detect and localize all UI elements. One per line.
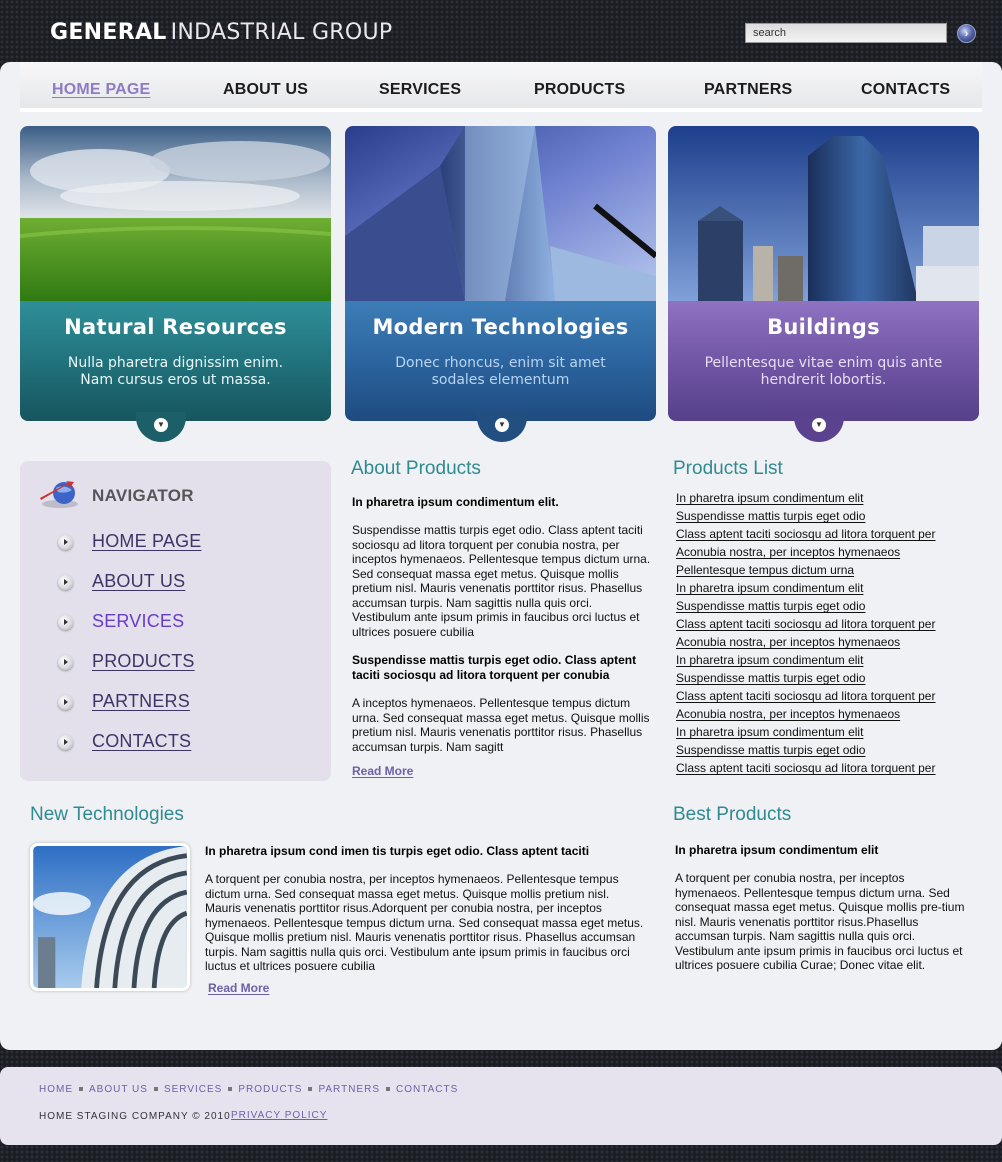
products-list-link[interactable]: Suspendisse mattis turpis eget odio	[676, 509, 866, 523]
tech-building-image	[30, 843, 190, 991]
copyright-year: 2010	[204, 1111, 231, 1122]
footer-link-services[interactable]: SERVICES	[163, 1084, 223, 1095]
chevron-down-icon: ▼	[154, 418, 168, 432]
footer	[0, 1067, 1002, 1145]
products-list-link[interactable]: In pharetra ipsum condimentum elit	[676, 653, 864, 667]
copyright	[39, 1111, 231, 1122]
skyscraper-image	[345, 126, 656, 301]
new-technologies-text: A torquent per conubia nostra, per inceptos hymenaeos. Pellentesque tempus dictum urna. Sed consequat massa eget metus. Quisque mollis pretium nisl. Mauris venenatis porttitor risus.Adorquent per conubia nostra, per inceptos hymenaeos. Pellentesque tempus dictum urna. Sed consequat massa eget metus. Quisque mollis pretium nisl. Mauris venenatis porttitor risus. Phasellus accumsan turpis. Nam sagittis nulla quis orci. Vestibulum ante ipsum primis in faucibus orci luctus et ultrices posuere cubilia	[205, 872, 644, 973]
navigator-label[interactable]: PARTNERS	[92, 691, 190, 711]
card-text: Pellentesque vitae enim quis ante hendrerit lobortis.	[704, 355, 943, 388]
card-text: Nulla pharetra dignissim enim. Nam cursus eros ut massa.	[67, 355, 284, 388]
about-products-paragraph-2: A inceptos hymenaeos. Pellentesque tempus dictum urna. Sed consequat massa eget metus. Quisque mollis pretium nisl. Mauris venenatis porttitor risus. Phasellus accumsan turpis. Nam sagitt	[352, 696, 650, 754]
footer-links	[39, 1084, 458, 1095]
copyright-company: HOME STAGING COMPANY	[39, 1111, 189, 1122]
new-technologies-read-more-link[interactable]: Read More	[208, 981, 270, 995]
arrow-bullet-icon	[58, 735, 73, 750]
navigator-label[interactable]: CONTACTS	[92, 731, 192, 751]
arrow-bullet-icon	[58, 695, 73, 710]
products-list-link[interactable]: Suspendisse mattis turpis eget odio	[676, 743, 866, 757]
nav-home-page[interactable]: HOME PAGE	[52, 81, 151, 98]
search-button[interactable]	[957, 24, 976, 43]
footer-link-partners[interactable]: PARTNERS	[318, 1084, 380, 1095]
nav-about-us[interactable]: ABOUT US	[223, 81, 309, 98]
card-title: Buildings	[767, 315, 880, 339]
card-expand-tab[interactable]	[136, 412, 186, 442]
new-technologies-bold: In pharetra ipsum cond imen tis turpis eget odio. Class aptent taciti	[205, 844, 590, 858]
city-buildings-image	[668, 126, 979, 301]
best-products-bold: In pharetra ipsum condimentum elit	[675, 843, 879, 857]
footer-separator	[386, 1087, 390, 1091]
navigator-label[interactable]: ABOUT US	[92, 571, 186, 591]
nav-products[interactable]: PRODUCTS	[534, 81, 626, 98]
privacy-policy-link[interactable]: PRIVACY POLICY	[231, 1110, 328, 1121]
feature-card-modern-technologies[interactable]	[345, 126, 656, 421]
arrow-bullet-icon	[58, 655, 73, 670]
globe-arrow-icon	[38, 478, 80, 510]
products-list	[676, 491, 976, 779]
nav-partners[interactable]: PARTNERS	[704, 81, 793, 98]
best-products-title: Best Products	[673, 804, 792, 825]
feature-card-buildings[interactable]	[668, 126, 979, 421]
navigator-title: NAVIGATOR	[92, 486, 194, 505]
logo-light-text: INDASTRIAL GROUP	[170, 20, 393, 45]
header	[0, 0, 1002, 62]
about-products-paragraph-1: Suspendisse mattis turpis eget odio. Class aptent taciti sociosqu ad litora torquent per conubia nostra, per inceptos hymenaeos. Pellentesque tempus dictum urna. Sed consequat massa eget metus. Quisque mollis pretium nisl. Mauris venenatis porttitor risus. Phasellus accumsan turpis. Nam sagittis nulla quis orci. Vestibulum ante ipsum primis in faucibus orci luctus et ultrices posuere cubilia	[352, 523, 651, 639]
card-title: Natural Resources	[64, 315, 287, 339]
products-list-link[interactable]: Aconubia nostra, per inceptos hymenaeos	[676, 545, 901, 559]
curved-building-image	[33, 846, 187, 988]
navigator-item-partners[interactable]	[58, 691, 308, 715]
navigator-label[interactable]: SERVICES	[92, 611, 185, 631]
products-list-link[interactable]: Aconubia nostra, per inceptos hymenaeos	[676, 707, 901, 721]
products-list-link[interactable]: In pharetra ipsum condimentum elit	[676, 581, 864, 595]
footer-separator	[228, 1087, 232, 1091]
chevron-down-icon: ▼	[812, 418, 826, 432]
logo-bold-text: GENERAL	[50, 20, 167, 45]
products-list-link[interactable]: In pharetra ipsum condimentum elit	[676, 491, 864, 505]
products-list-link[interactable]: Class aptent taciti sociosqu ad litora torquent per	[676, 689, 936, 703]
footer-link-about-us[interactable]: ABOUT US	[89, 1084, 148, 1095]
products-list-link[interactable]: In pharetra ipsum condimentum elit	[676, 725, 864, 739]
products-list-link[interactable]: Aconubia nostra, per inceptos hymenaeos	[676, 635, 901, 649]
new-technologies-title: New Technologies	[30, 804, 184, 825]
main-panel	[0, 62, 1002, 1050]
copyright-symbol: ©	[192, 1111, 201, 1122]
feature-card-natural-resources[interactable]	[20, 126, 331, 421]
navigator-item-contacts[interactable]	[58, 731, 308, 755]
card-caption	[20, 301, 331, 421]
card-text: Donec rhoncus, enim sit amet sodales elementum	[395, 355, 606, 388]
footer-separator	[79, 1087, 83, 1091]
arrow-bullet-icon	[58, 615, 73, 630]
footer-link-home[interactable]: HOME	[39, 1084, 73, 1095]
arrow-bullet-icon	[58, 575, 73, 590]
card-caption	[345, 301, 656, 421]
nav-services[interactable]: SERVICES	[379, 81, 462, 98]
card-expand-tab[interactable]	[477, 412, 527, 442]
card-caption	[668, 301, 979, 421]
best-products-text: A torquent per conubia nostra, per inceptos hymenaeos. Pellentesque tempus dictum urna. Sed consequat massa eget metus. Quisque mollis pre-tium nisl. Mauris venenatis porttitor risus.Phasellus accumsan turpis. Nam sagittis nulla quis orci. Vestibulum ante ipsum primis in faucibus orci luctus et ultrices posuere cubilia Curae; Donec vitae elit.	[675, 871, 965, 972]
about-products-bold-2: Suspendisse mattis turpis eget odio. Class aptent taciti sociosqu ad litora torquent per conubia	[352, 653, 637, 682]
products-list-link[interactable]: Pellentesque tempus dictum urna	[676, 563, 855, 577]
about-products-intro: In pharetra ipsum condimentum elit.	[352, 495, 559, 509]
footer-separator	[308, 1087, 312, 1091]
top-navigation	[20, 62, 982, 112]
products-list-link[interactable]: Class aptent taciti sociosqu ad litora torquent per	[676, 527, 936, 541]
navigator-label[interactable]: PRODUCTS	[92, 651, 195, 671]
products-list-link[interactable]: Suspendisse mattis turpis eget odio	[676, 671, 866, 685]
field-landscape-image	[20, 126, 331, 301]
about-products-title: About Products	[351, 458, 481, 479]
nav-contacts[interactable]: CONTACTS	[861, 81, 951, 98]
search-go-icon: ›	[964, 27, 969, 40]
about-products-read-more-link[interactable]: Read More	[352, 764, 414, 778]
footer-separator	[154, 1087, 158, 1091]
products-list-title: Products List	[673, 458, 783, 479]
navigator-label[interactable]: HOME PAGE	[92, 531, 202, 551]
footer-link-products[interactable]: PRODUCTS	[238, 1084, 303, 1095]
footer-link-contacts[interactable]: CONTACTS	[395, 1084, 459, 1095]
products-list-link[interactable]: Class aptent taciti sociosqu ad litora torquent per	[676, 761, 936, 775]
navigator-sidebar	[20, 461, 331, 781]
arrow-bullet-icon	[58, 535, 73, 550]
site-logo[interactable]	[50, 20, 392, 45]
products-list-link[interactable]: Class aptent taciti sociosqu ad litora torquent per	[676, 617, 936, 631]
card-title: Modern Technologies	[372, 315, 629, 339]
navigator-item-home-page[interactable]	[58, 531, 308, 555]
card-expand-tab[interactable]	[794, 412, 844, 442]
navigator-item-about-us[interactable]	[58, 571, 308, 595]
navigator-item-products[interactable]	[58, 651, 308, 675]
search-input[interactable]	[745, 23, 947, 43]
products-list-link[interactable]: Suspendisse mattis turpis eget odio	[676, 599, 866, 613]
navigator-item-services[interactable]	[58, 611, 308, 635]
chevron-down-icon: ▼	[495, 418, 509, 432]
